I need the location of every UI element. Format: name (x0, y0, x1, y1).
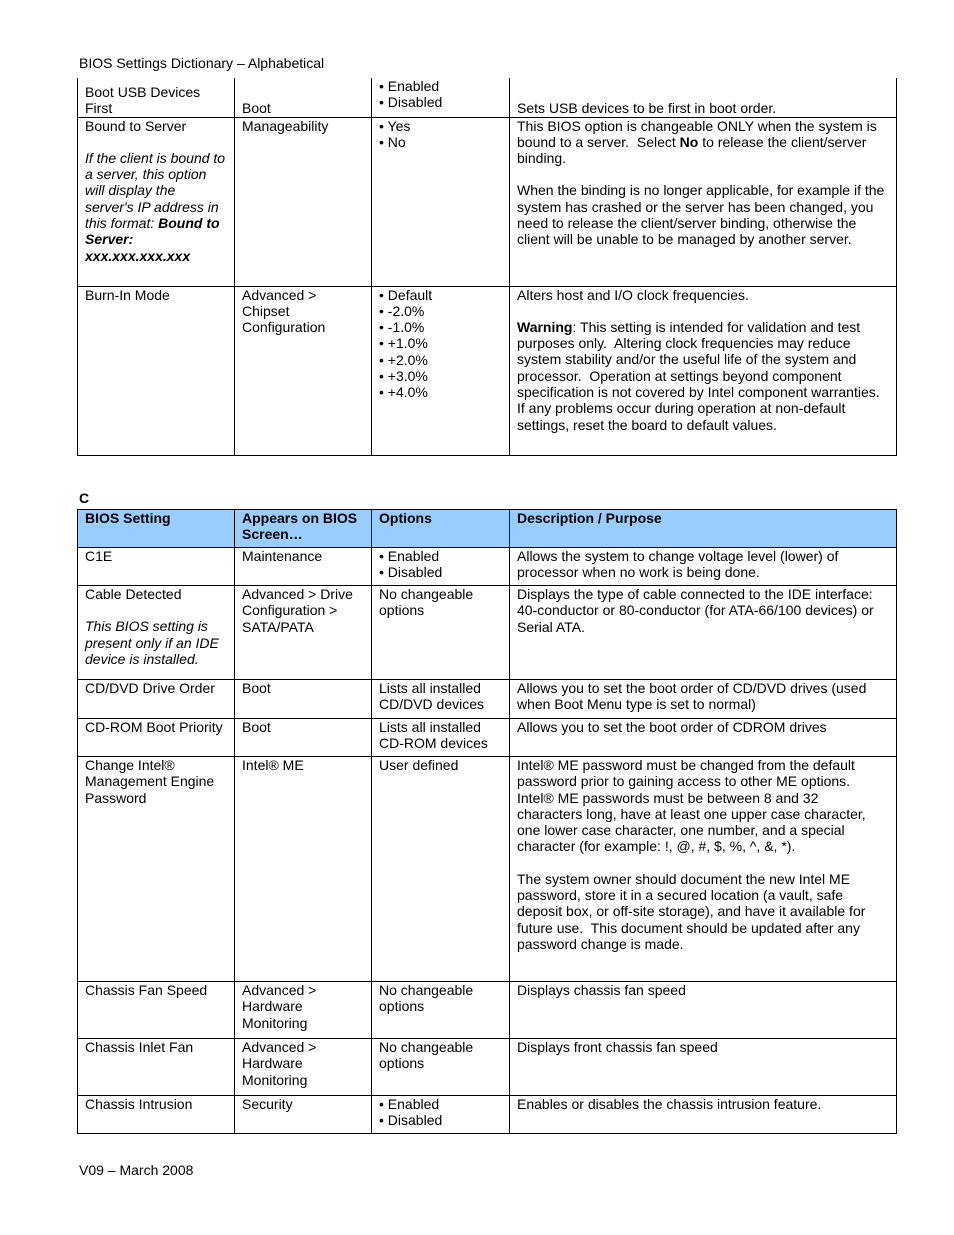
screen-cell (235, 117, 372, 286)
options-cell (372, 548, 510, 586)
note-bold-text: Bound to (158, 214, 220, 231)
screen-cell (235, 286, 372, 455)
description-text: password, store it in a secured location (a vault, safe (517, 887, 844, 904)
options-cell (372, 78, 510, 117)
setting-text: CD-ROM Boot Priority (85, 719, 223, 735)
description-text: Enables or disables the chassis intrusion feature. (517, 1096, 822, 1112)
options-cell (372, 757, 510, 982)
option-text: No changeable (379, 1039, 474, 1055)
option-text: • +3.0% (379, 367, 428, 384)
column-header-setting (78, 510, 235, 548)
screen-cell (235, 78, 372, 117)
screen-text: Monitoring (242, 1071, 308, 1088)
description-cell (510, 680, 897, 719)
option-text: • Disabled (379, 564, 443, 581)
note-text: this format: (85, 214, 159, 231)
options-cell (372, 1096, 510, 1134)
description-text: Allows you to set the boot order of CD/DVD drives (used (517, 680, 867, 696)
description-cell (510, 757, 897, 982)
setting-cell (78, 982, 235, 1039)
option-text: • -2.0% (379, 302, 425, 319)
description-text: Allows the system to change voltage level (lower) of (517, 548, 839, 564)
setting-text: Boot USB Devices (85, 83, 201, 100)
description-text: Alters host and I/O clock frequencies. (517, 286, 749, 303)
option-text: options (379, 602, 425, 619)
option-text: • Enabled (379, 548, 440, 564)
setting-cell (78, 1039, 235, 1096)
description-text: 40-conductor or 80-conductor (for ATA-66/100 devices) or (517, 602, 874, 619)
section-letter: C (79, 490, 90, 506)
setting-text: First (85, 100, 113, 117)
setting-cell (78, 586, 235, 680)
screen-text: Advanced > (242, 286, 317, 303)
table-row-cd-dvd-drive-order (78, 680, 897, 719)
description-text: system has crashed or the server has been changed, you (517, 198, 874, 215)
description-text: settings, reset the board to default values. (517, 416, 777, 433)
description-text: password prior to gaining access to other ME options. (517, 773, 851, 790)
header-text: BIOS Setting (85, 510, 171, 526)
screen-text: Configuration > (242, 602, 338, 619)
description-cell (510, 548, 897, 586)
header-text: Description / Purpose (517, 510, 662, 526)
description-cell (510, 117, 897, 286)
setting-cell (78, 78, 235, 117)
screen-cell (235, 757, 372, 982)
options-cell (372, 680, 510, 719)
options-cell (372, 719, 510, 757)
description-text: Intel® ME passwords must be between 8 and 32 (517, 789, 819, 806)
table-row-boot-usb (78, 78, 897, 117)
setting-text: Chassis Inlet Fan (85, 1039, 194, 1055)
setting-text: Change Intel® (85, 757, 175, 773)
description-text: character (for example: !, @, #, $, %, ^, &, *). (517, 838, 796, 855)
option-text: • Disabled (379, 94, 443, 111)
description-cell (510, 286, 897, 455)
description-text: one lower case character, one number, and a special (517, 822, 845, 839)
setting-text: Burn-In Mode (85, 286, 170, 303)
note-bold-text: xxx.xxx.xxx.xxx (85, 247, 191, 264)
description-cell (510, 719, 897, 757)
option-text: • Default (379, 286, 433, 303)
setting-cell (78, 719, 235, 757)
description-text: Displays chassis fan speed (517, 982, 686, 998)
description-text: Intel® ME password must be changed from the default (517, 757, 855, 773)
screen-text: Chipset (242, 302, 290, 319)
description-text: when Boot Menu type is set to normal) (517, 696, 756, 713)
setting-text: Chassis Fan Speed (85, 982, 208, 998)
setting-cell (78, 1096, 235, 1134)
setting-text: Password (85, 789, 147, 806)
screen-cell (235, 719, 372, 757)
option-text: • Yes (379, 117, 411, 134)
setting-cell (78, 548, 235, 586)
description-cell (510, 1039, 897, 1096)
note-text: will display the (85, 182, 176, 199)
screen-text: Advanced > Drive (242, 586, 353, 602)
header-text: Screen… (242, 526, 303, 543)
column-header-screen (235, 510, 372, 548)
options-cell (372, 1039, 510, 1096)
page-footer: V09 – March 2008 (79, 1162, 194, 1178)
options-cell (372, 286, 510, 455)
description-text: If any problems occur during operation at non-default (517, 400, 846, 417)
description-text: purposes only. Altering clock frequencies may reduce (517, 335, 851, 352)
screen-text: Hardware (242, 998, 303, 1015)
screen-text: Security (242, 1096, 293, 1112)
screen-text: Advanced > (242, 982, 317, 998)
screen-text: Intel® ME (242, 757, 304, 773)
description-text: to release the client/server (698, 133, 867, 150)
description-text: password change is made. (517, 935, 684, 952)
note-text: server's IP address in (85, 198, 219, 215)
table-row-chassis-fan-speed (78, 982, 897, 1039)
note-bold-text: Server: (85, 231, 134, 248)
description-text: Allows you to set the boot order of CDROM drives (517, 719, 827, 735)
options-cell (372, 117, 510, 286)
setting-cell (78, 757, 235, 982)
setting-cell (78, 117, 235, 286)
screen-text: Hardware (242, 1055, 303, 1072)
option-text: options (379, 998, 425, 1015)
table-row-bound-to-server (78, 117, 897, 286)
table-row-chassis-inlet-fan (78, 1039, 897, 1096)
column-header-description (510, 510, 897, 548)
description-cell (510, 1096, 897, 1134)
option-text: Lists all installed (379, 680, 481, 696)
page-header: BIOS Settings Dictionary – Alphabetical (79, 55, 325, 71)
screen-text: Advanced > (242, 1039, 317, 1055)
screen-text: Boot (242, 100, 271, 117)
option-text: • Enabled (379, 78, 440, 94)
note-text: a server, this option (85, 166, 207, 183)
description-text: When the binding is no longer applicable, for example if the (517, 182, 885, 199)
setting-cell (78, 680, 235, 719)
description-text: future use. This document should be updated after any (517, 919, 860, 936)
screen-cell (235, 1096, 372, 1134)
description-text: need to release the client/server binding, otherwise the (517, 214, 857, 231)
option-text: No changeable (379, 982, 474, 998)
note-text: If the client is bound to (85, 149, 226, 166)
table-row-cd-rom-boot-priority (78, 719, 897, 757)
option-text: • +2.0% (379, 351, 428, 368)
description-text: processor when no work is being done. (517, 564, 760, 581)
description-text: specification is not covered by Intel component warranties. (517, 383, 880, 400)
screen-cell (235, 680, 372, 719)
description-cell (510, 982, 897, 1039)
setting-cell (78, 286, 235, 455)
option-text: • +4.0% (379, 384, 428, 401)
screen-cell (235, 982, 372, 1039)
description-cell (510, 586, 897, 680)
description-text: The system owner should document the new Intel ME (517, 870, 851, 887)
settings-table-b (77, 78, 897, 456)
option-text: Lists all installed (379, 719, 481, 735)
option-text: CD-ROM devices (379, 735, 488, 752)
description-text: client will be unable to be managed by another server. (517, 231, 852, 248)
description-text: Displays the type of cable connected to the IDE interface: (517, 586, 873, 602)
description-cell (510, 78, 897, 117)
description-text: binding. (517, 150, 567, 167)
description-text: deposit box, or off-site storage), and have it available for (517, 903, 866, 920)
option-text: options (379, 1055, 425, 1072)
settings-table-c (77, 509, 897, 1134)
table-row-cable-detected (78, 586, 897, 680)
table-row-chassis-intrusion (78, 1096, 897, 1134)
setting-text: Bound to Server (85, 117, 187, 134)
options-cell (372, 586, 510, 680)
description-text: Sets USB devices to be first in boot order. (517, 100, 777, 117)
options-cell (372, 982, 510, 1039)
setting-text: C1E (85, 548, 113, 564)
option-text: User defined (379, 757, 459, 773)
note-text: present only if an IDE (85, 634, 219, 651)
screen-text: Boot (242, 719, 271, 735)
description-text: Serial ATA. (517, 618, 585, 635)
header-text: Options (379, 510, 432, 526)
table-row-burn-in-mode (78, 286, 897, 455)
setting-text: Cable Detected (85, 586, 182, 602)
option-text: • Disabled (379, 1112, 443, 1129)
description-text: system stability and/or the useful life of the system and (517, 351, 857, 368)
description-text: processor. Operation at settings beyond component (517, 367, 842, 384)
description-text: Displays front chassis fan speed (517, 1039, 718, 1055)
screen-text: Configuration (242, 319, 326, 336)
description-text: characters long, have at least one upper case character, (517, 805, 866, 822)
table-row-c1e (78, 548, 897, 586)
note-text: This BIOS setting is (85, 618, 208, 635)
description-bold-text: No (679, 133, 699, 150)
warning-label: Warning (517, 318, 573, 335)
setting-text: Chassis Intrusion (85, 1096, 193, 1112)
option-text: • No (379, 133, 406, 150)
screen-text: Boot (242, 680, 271, 696)
description-text: bound to a server. Select (517, 133, 680, 150)
option-text: • +1.0% (379, 335, 428, 352)
table-header-row (78, 510, 897, 548)
option-text: • -1.0% (379, 319, 425, 336)
table-row-change-me-password (78, 757, 897, 982)
option-text: • Enabled (379, 1096, 440, 1112)
screen-text: Manageability (242, 117, 329, 134)
option-text: No changeable (379, 586, 474, 602)
screen-text: Monitoring (242, 1014, 308, 1031)
screen-text: Maintenance (242, 548, 323, 564)
setting-text: Management Engine (85, 773, 215, 790)
setting-text: CD/DVD Drive Order (85, 680, 215, 696)
column-header-options (372, 510, 510, 548)
screen-cell (235, 586, 372, 680)
header-text: Appears on BIOS (242, 510, 358, 526)
screen-cell (235, 1039, 372, 1096)
option-text: CD/DVD devices (379, 696, 485, 713)
screen-cell (235, 548, 372, 586)
description-text: This BIOS option is changeable ONLY when the system is (517, 117, 877, 134)
description-text: : This setting is intended for validation and test (572, 318, 861, 335)
screen-text: SATA/PATA (242, 618, 314, 635)
note-text: device is installed. (85, 650, 199, 667)
